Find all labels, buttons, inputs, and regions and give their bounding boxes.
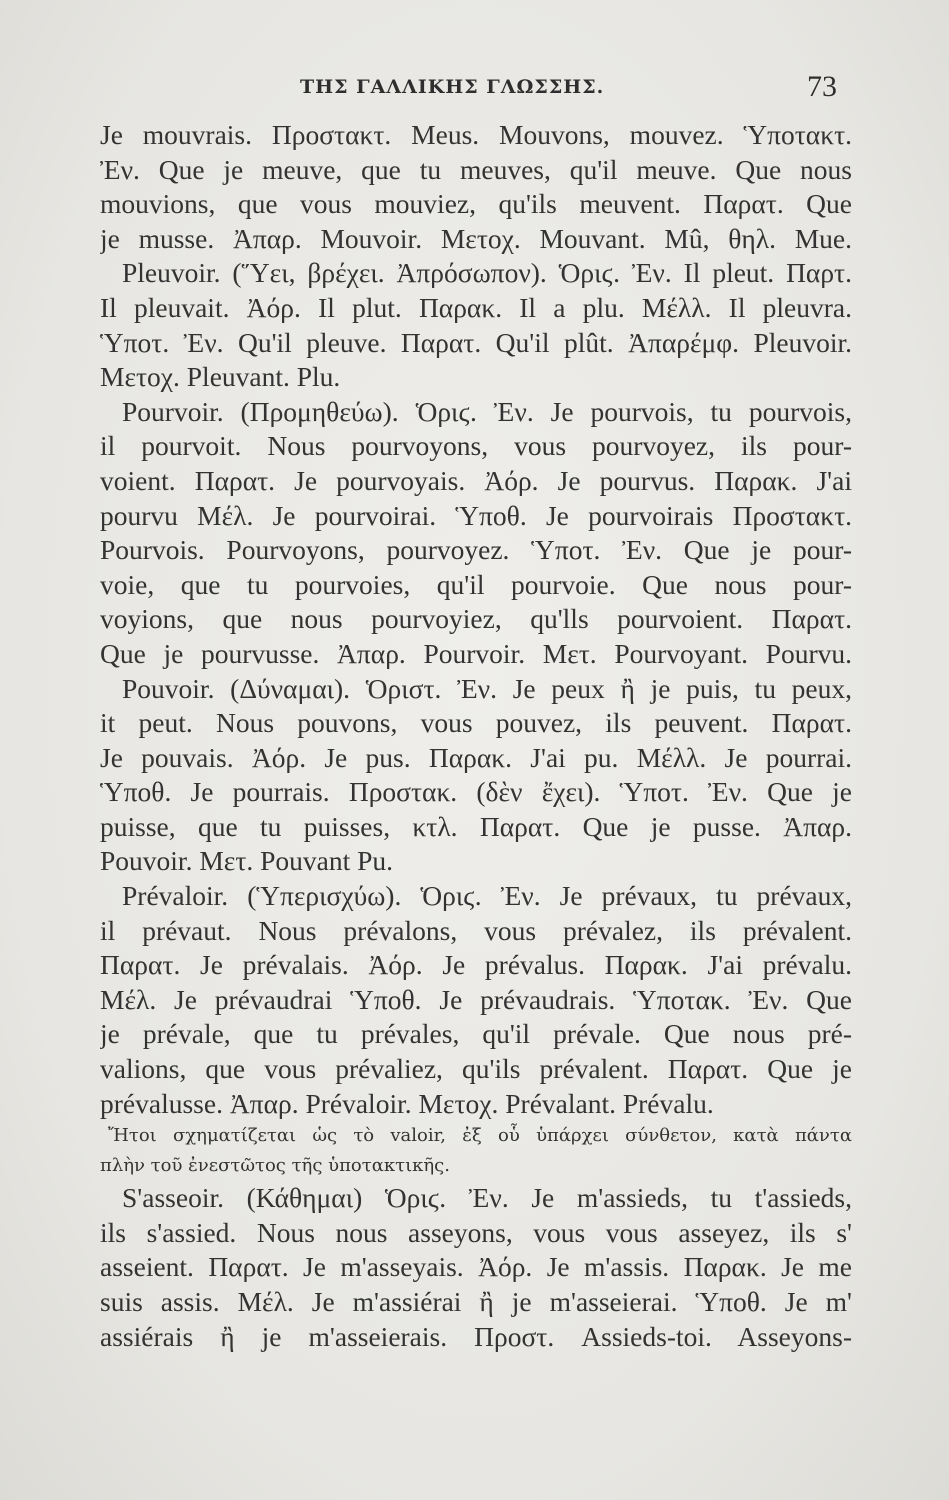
entry-pleuvoir: Pleuvoir. (Ὕει, βρέχει. Ἀπρόσωπον). Ὁριϛ. Ἐν. Il pleut. Παρτ. [122, 257, 852, 289]
page-number: 73 [807, 70, 837, 103]
text-line: assiérais ἢ je m'asseierais. Προστ. Assieds-toi. Asseyons- [100, 1320, 852, 1352]
text-line: il prévaut. Nous prévalons, vous prévalez, ils prévalent. [100, 914, 852, 946]
entry-prevaloir: Prévaloir. (Ὑπερισχύω). Ὁριϛ. Ἐν. Je prévaux, tu prévaux, [122, 880, 852, 912]
text-line: Il pleuvait. Ἀόρ. Il plut. Παρακ. Il a plu. Μέλλ. Il pleuvra. [100, 291, 852, 323]
text-line: je prévale, que tu prévales, qu'il prévale. Que nous pré- [100, 1018, 852, 1050]
text-line: Que je pourvusse. Ἀπαρ. Pourvoir. Μετ. Pourvoyant. Pourvu. [100, 637, 852, 669]
text-line: asseient. Παρατ. Je m'asseyais. Ἀόρ. Je m'assis. Παρακ. Je me [100, 1251, 852, 1283]
entry-pourvoir: Pourvoir. (Προμηθεύω). Ὁριϛ. Ἐν. Je pourvois, tu pourvois, [122, 395, 852, 427]
text-line: valions, que vous prévaliez, qu'ils prévalent. Παρατ. Que je [100, 1053, 852, 1085]
text-line: voie, que tu pourvoies, qu'il pourvoie. Que nous pour- [100, 568, 852, 600]
entry-pouvoir: Pouvoir. (Δύναμαι). Ὁριστ. Ἐν. Je peux ἢ je puis, tu peux, [122, 672, 852, 704]
text-line: voient. Παρατ. Je pourvoyais. Ἀόρ. Je pourvus. Παρακ. J'ai [100, 464, 852, 496]
page-header [0, 68, 949, 108]
text-line: it peut. Nous pouvons, vous pouvez, ils peuvent. Παρατ. [100, 707, 852, 739]
text-line: voyions, que nous pourvoyiez, qu'lls pourvoient. Παρατ. [100, 603, 852, 635]
text-line: prévalusse. Ἀπαρ. Prévaloir. Μετοχ. Prévalant. Prévalu. [100, 1087, 714, 1119]
text-line: mouvions, que vous mouviez, qu'ils meuvent. Παρατ. Que [100, 188, 852, 220]
text-line: Μετοχ. Pleuvant. Plu. [100, 361, 341, 393]
text-line: Ἐν. Que je meuve, que tu meuves, qu'il meuve. Que nous [100, 153, 852, 185]
text-line: Παρατ. Je prévalais. Ἀόρ. Je prévalus. Παρακ. J'ai prévalu. [100, 949, 852, 981]
text-line: pourvu Μέλ. Je pourvoirai. Ὑποθ. Je pourvoirais Προστακτ. [100, 499, 852, 531]
footnote-line: Ἤτοι σχηματίζεται ὡς τὸ valoir, ἐξ οὗ ὑπάρχει σύνθετον, κατὰ πάντα [108, 1125, 852, 1147]
text-line: puisse, que tu puisses, κτλ. Παρατ. Que je pusse. Ἀπαρ. [100, 810, 852, 842]
text-line: Μέλ. Je prévaudrai Ὑποθ. Je prévaudrais. Ὑποτακ. Ἐν. Que [100, 983, 852, 1015]
text-body [100, 118, 852, 1354]
text-line: Pourvois. Pourvoyons, pourvoyez. Ὑποτ. Ἐν. Que je pour- [100, 534, 852, 566]
footnote-line: πλὴν τοῦ ἐνεστῶτος τῆς ὑποτακτικῆς. [100, 1155, 450, 1177]
text-line: Je pouvais. Ἀόρ. Je pus. Παρακ. J'ai pu. Μέλλ. Je pourrai. [100, 741, 852, 773]
text-line: Je mouvrais. Προστακτ. Meus. Mouvons, mouvez. Ὑποτακτ. [100, 119, 852, 150]
text-line: ils s'assied. Nous nous asseyons, vous vous asseyez, ils s' [100, 1216, 852, 1248]
text-line: il pourvoit. Nous pourvoyons, vous pourvoyez, ils pour- [100, 430, 852, 462]
text-line: Pouvoir. Μετ. Pouvant Pu. [100, 845, 394, 877]
text-line: suis assis. Μέλ. Je m'assiérai ἢ je m'asseierai. Ὑποθ. Je m' [100, 1286, 852, 1317]
text-line: je musse. Ἀπαρ. Mouvoir. Μετοχ. Mouvant. Mû, θηλ. Mue. [100, 222, 852, 254]
running-title: ΤΗΣ ΓΑΛΛΙΚΗΣ ΓΛΩΣΣΗΣ. [300, 76, 605, 98]
text-line: Ὑποτ. Ἐν. Qu'il pleuve. Παρατ. Qu'il plût. Ἀπαρέμφ. Pleuvoir. [100, 326, 852, 358]
text-line: Ὑποθ. Je pourrais. Προστακ. (δὲν ἔχει). Ὑποτ. Ἐν. Que je [100, 776, 852, 808]
entry-sasseoir: S'asseoir. (Κάθημαι) Ὁριϛ. Ἐν. Je m'assieds, tu t'assieds, [122, 1182, 852, 1214]
